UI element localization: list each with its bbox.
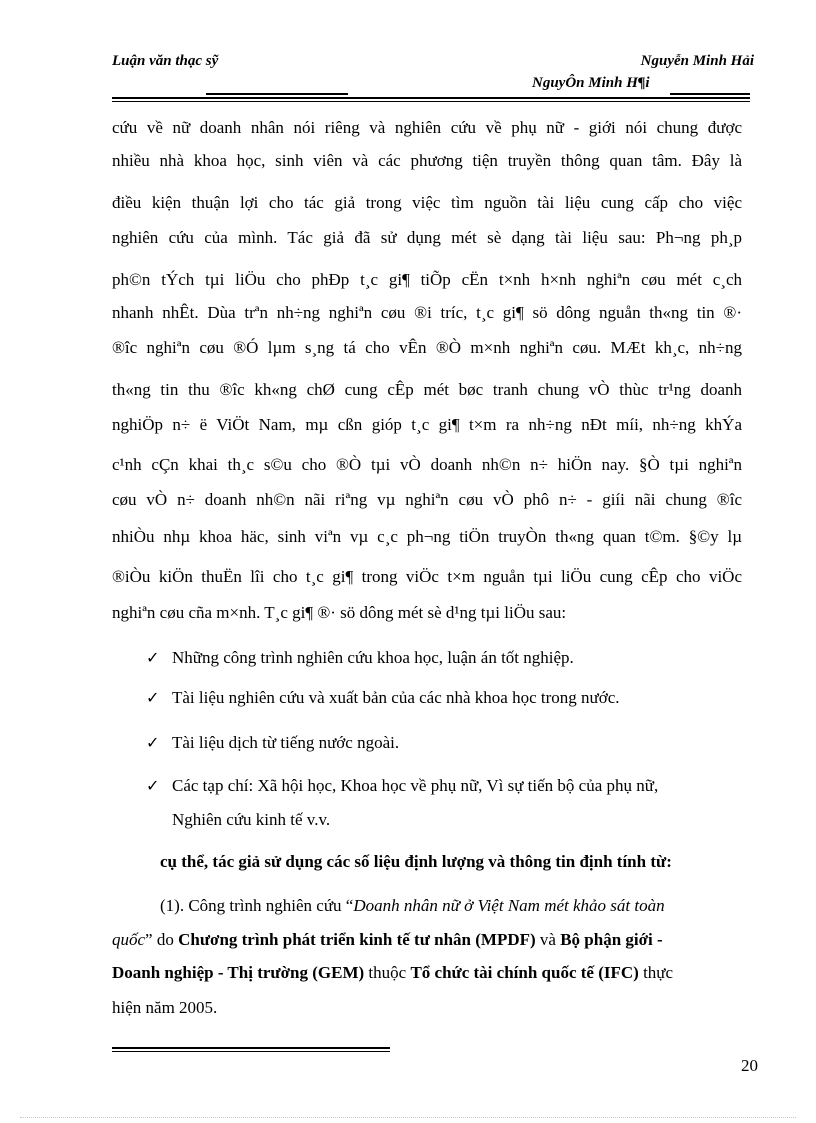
- paragraph-line: (1). Công trình nghiên cứu “Doanh nhân nữ ở Việt Nam mét khảo sát toàn: [160, 896, 665, 915]
- list-item-continuation: Nghiên cứu kinh tế v.v.: [172, 810, 331, 829]
- header-rule-thin: [112, 101, 750, 102]
- body-line: điều kiện thuận lợi cho tác giả trong việc tìm nguồn tài liệu cung cấp cho việc: [112, 193, 742, 212]
- header-rule-segment: [670, 93, 750, 95]
- checkmark-icon: ✓: [146, 648, 160, 667]
- paragraph-line: hiện năm 2005.: [112, 998, 218, 1017]
- section-heading: cụ thể, tác giả sử dụng các số liệu định lượng và thông tin định tính từ:: [160, 852, 672, 871]
- list-item-text: Tài liệu nghiên cứu và xuất bản của các nhà khoa học trong nước.: [172, 688, 620, 707]
- paragraph-line: Doanh nghiệp - Thị trường (GEM) thuộc Tổ chức tài chính quốc tế (IFC) thực: [112, 963, 674, 982]
- list-item: [146, 733, 399, 753]
- list-item: [146, 688, 620, 708]
- body-line: nhanh nhÊt. Dùa trªn nh÷ng nghiªn cøu ®i tríc, t¸c gi¶ sö dông nguån th«ng tin ®·: [112, 303, 742, 322]
- footer-rule-thin: [112, 1051, 390, 1052]
- body-line: cøu vÒ n÷ doanh nh©n nãi riªng vµ nghiªn cøu vÒ phô n÷ - giíi nãi chung ®îc: [112, 490, 742, 509]
- checkmark-icon: ✓: [146, 688, 160, 707]
- header-rule-segment: [206, 93, 348, 95]
- checkmark-icon: ✓: [146, 776, 160, 795]
- body-line: c¹nh cÇn khai th¸c s©u cho ®Ò tµi vÒ doanh nh©n n÷ hiÖn nay. §Ò tµi nghiªn: [112, 455, 742, 474]
- body-line: ®îc nghiªn cøu ®Ó lµm s¸ng tá cho vÊn ®Ò m×nh nghiªn cøu. MÆt kh¸c, nh÷ng: [112, 338, 742, 357]
- list-item-text: Những công trình nghiên cứu khoa học, luận án tốt nghiệp.: [172, 648, 574, 667]
- header-right-garbled: NguyÔn Minh H¶i: [532, 75, 650, 91]
- body-line: cứu về nữ doanh nhân nói riêng và nghiên cứu về phụ nữ - giới nói chung được: [112, 118, 742, 137]
- body-line: nghiÖp n÷ ë ViÖt Nam, mµ cßn gióp t¸c gi¶ t×m ra nh÷ng nÐt míi, nh÷ng khÝa: [112, 415, 742, 434]
- body-line: nghiªn cøu cña m×nh. T¸c gi¶ ®· sö dông mét sè d¹ng tµi liÖu sau:: [112, 603, 567, 622]
- footer-rule: [112, 1047, 390, 1049]
- list-item: [146, 776, 742, 796]
- body-line: ®iÒu kiÖn thuËn lîi cho t¸c gi¶ trong viÖc t×m nguån tµi liÖu cung cÊp cho viÖc: [112, 567, 742, 586]
- header-right: Nguyễn Minh Hải: [640, 53, 754, 69]
- paragraph-line: quốc” do Chương trình phát triển kinh tế tư nhân (MPDF) và Bộ phận giới -: [112, 930, 663, 949]
- list-item-text: Các tạp chí: Xã hội học, Khoa học về phụ nữ, Vì sự tiến bộ của phụ nữ,: [172, 776, 659, 795]
- page-edge-dotted: [20, 1117, 796, 1118]
- checkmark-icon: ✓: [146, 733, 160, 752]
- body-line: th«ng tin thu ®îc kh«ng chØ cung cÊp mét bøc tranh chung vÒ thùc tr¹ng doanh: [112, 380, 742, 399]
- header-left: Luận văn thạc sỹ: [112, 53, 219, 69]
- body-line: nhiÒu nhµ khoa häc, sinh viªn vµ c¸c ph¬ng tiÖn truyÒn th«ng quan t©m. §©y lµ: [112, 527, 742, 546]
- list-item-text: Tài liệu dịch từ tiếng nước ngoài.: [172, 733, 400, 752]
- body-line: ph©n tÝch tµi liÖu cho phÐp t¸c gi¶ tiÕp cËn t×nh h×nh nghiªn cøu mét c¸ch: [112, 270, 742, 289]
- list-item: [146, 648, 574, 668]
- header-rule: [112, 97, 750, 99]
- body-line: nghiên cứu của mình. Tác giả đã sử dụng mét sè dạng tài liệu sau: Ph¬ng ph¸p: [112, 228, 742, 247]
- page-number: 20: [741, 1056, 758, 1075]
- body-line: nhiều nhà khoa học, sinh viên và các phương tiện truyền thông quan tâm. Đây là: [112, 151, 742, 170]
